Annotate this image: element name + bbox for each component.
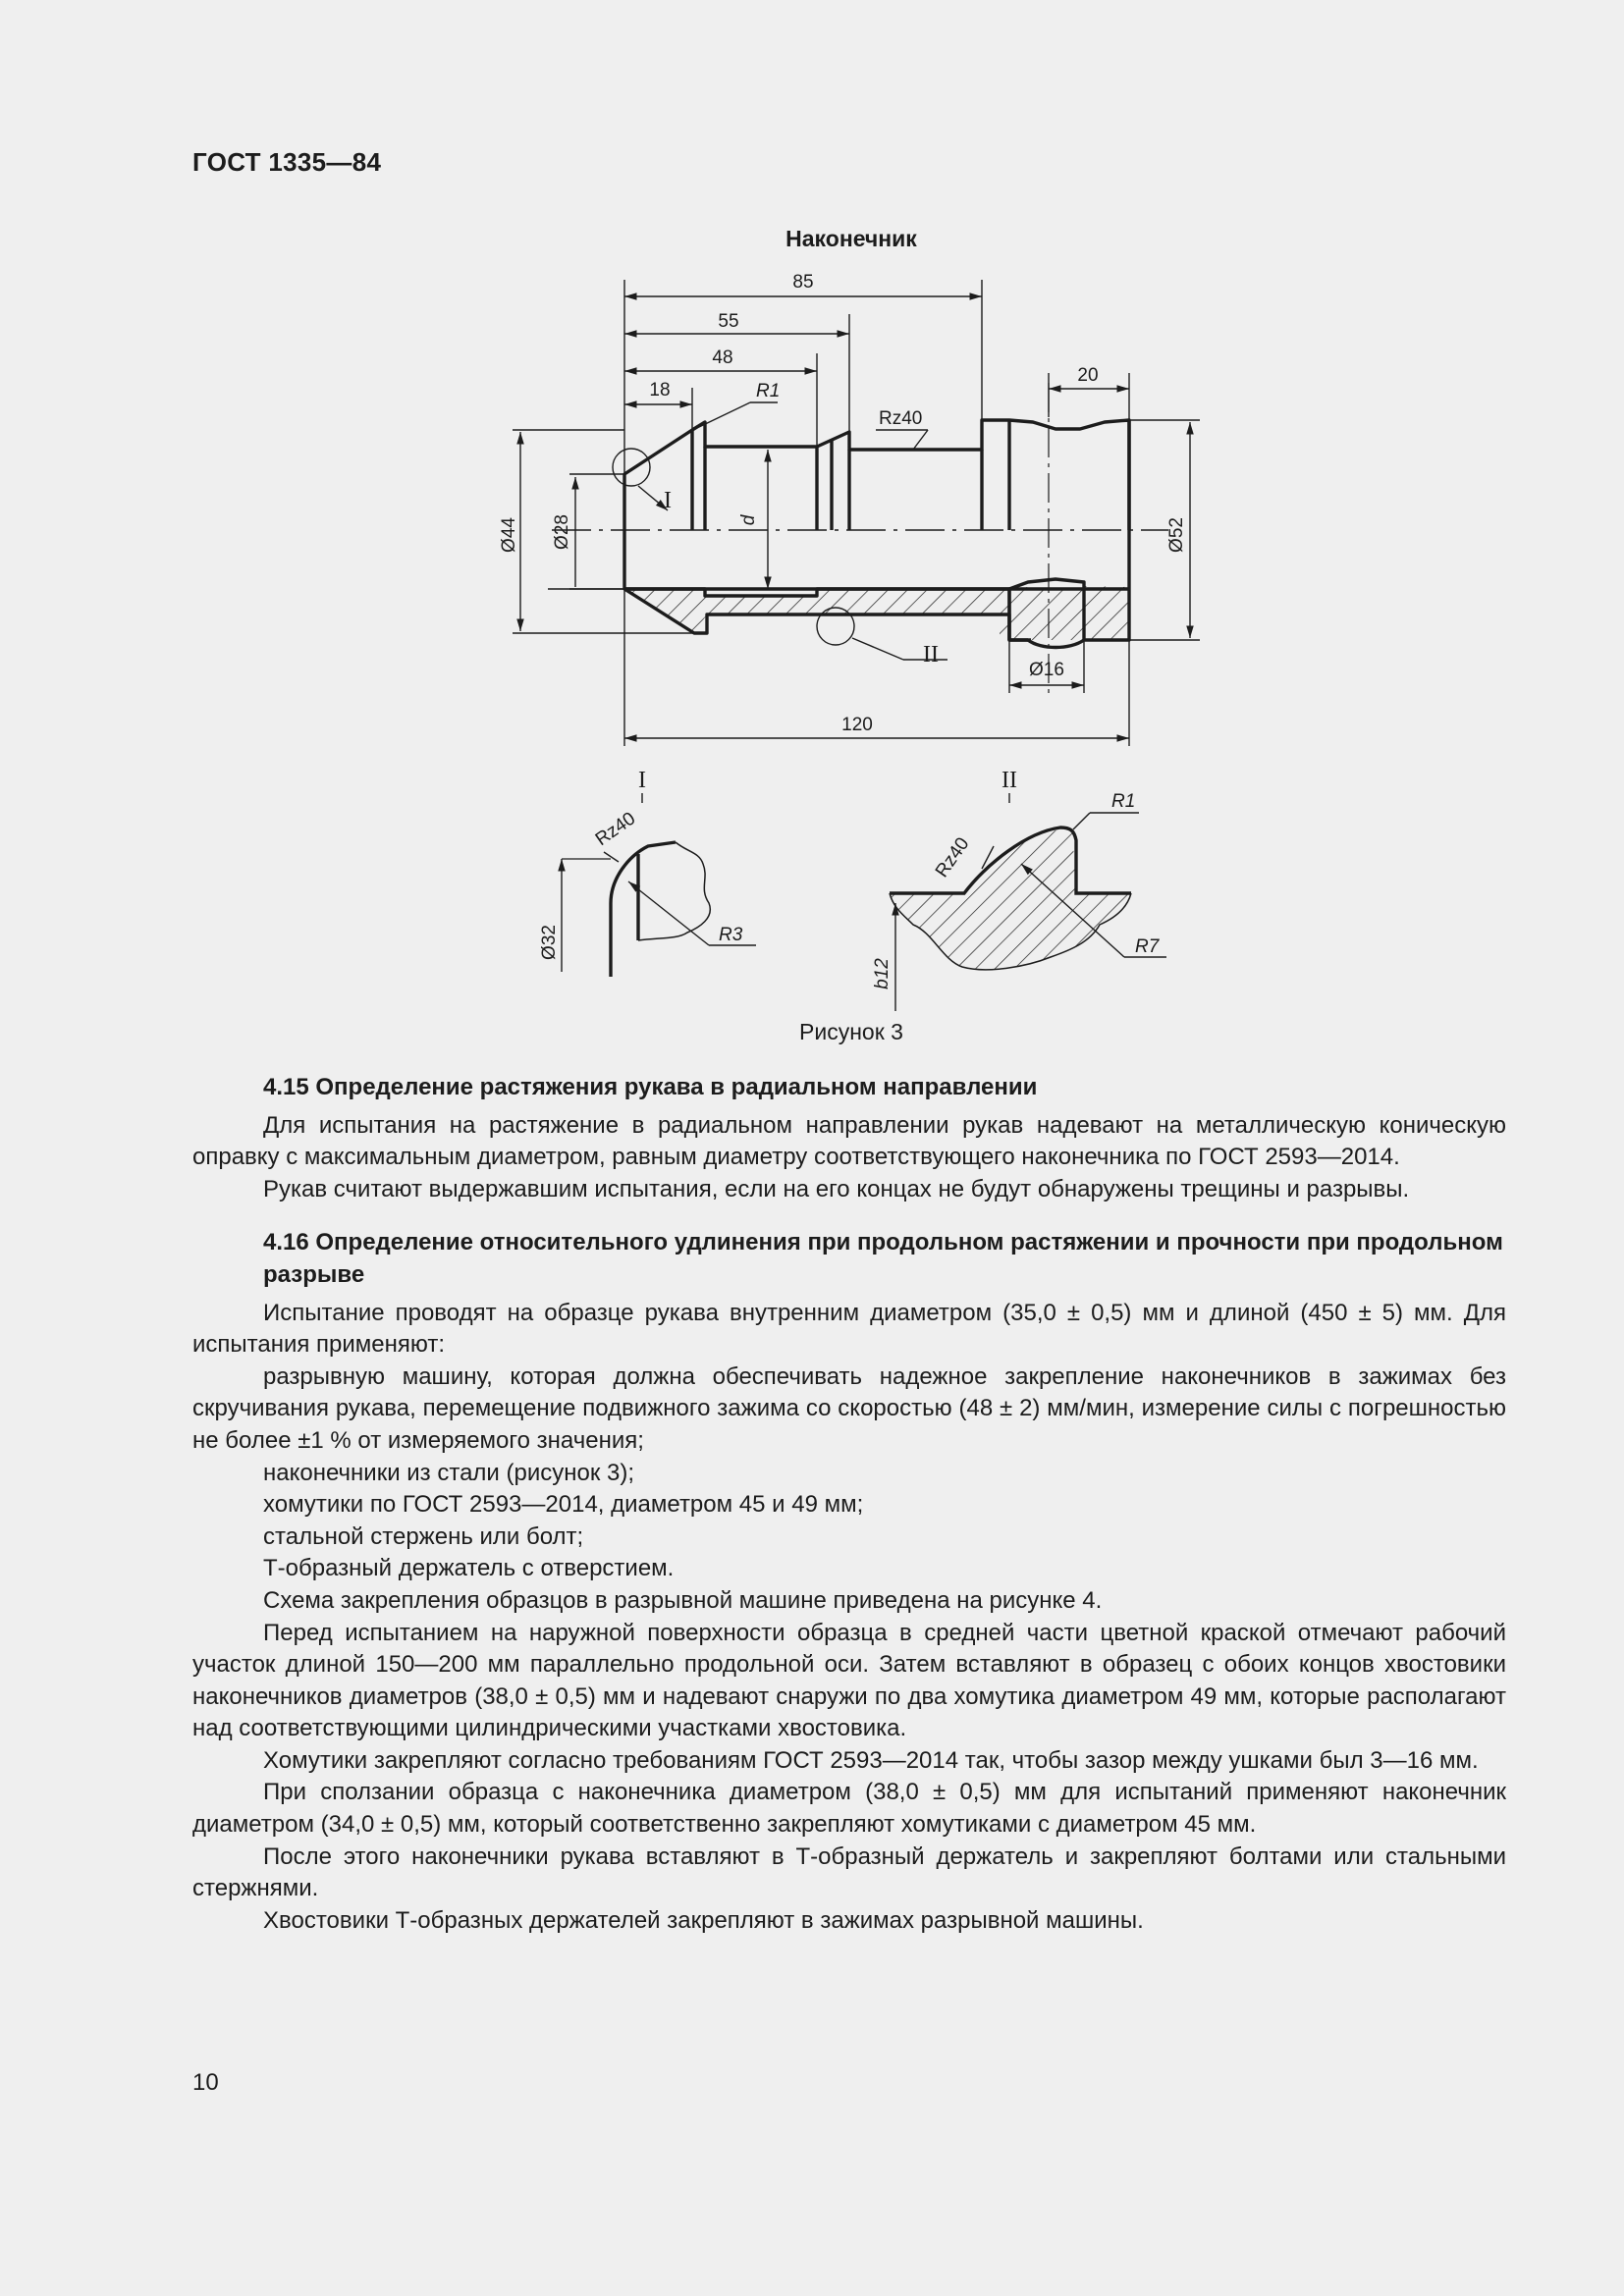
dim-120: 120 bbox=[841, 715, 873, 735]
detail-1-rz40: Rz40 bbox=[591, 808, 640, 851]
section-heading-4-16: 4.16 Определение относительного удлинения при продольном растяжении и прочности при продольном разрыве bbox=[263, 1229, 1503, 1288]
paragraph: Для испытания на растяжение в радиальном направлении рукав надевают на металлическую коническую оправку с максимальным диаметром, равным диаметру соответствующего наконечника по ГОСТ 2593—2014. bbox=[192, 1111, 1506, 1171]
paragraph: Рукав считают выдержавшим испытания, если на его концах не будут обнаружены трещины и разрывы. bbox=[263, 1175, 1410, 1202]
view-label-2: II bbox=[923, 642, 939, 667]
dim-dia44: Ø44 bbox=[499, 517, 519, 553]
detail-2-rz40: Rz40 bbox=[931, 833, 974, 881]
section-heading-4-15: 4.15 Определение растяжения рукава в радиальном направлении bbox=[263, 1074, 1038, 1100]
dim-55: 55 bbox=[718, 311, 739, 332]
list-item: стальной стержень или болт; bbox=[263, 1522, 584, 1550]
dim-85: 85 bbox=[792, 272, 814, 293]
view-label-1: I bbox=[664, 488, 672, 513]
figure-caption: Рисунок 3 bbox=[799, 1019, 903, 1044]
document-header: ГОСТ 1335—84 bbox=[192, 147, 382, 177]
body-text bbox=[192, 1064, 1506, 1937]
dim-dia16: Ø16 bbox=[1029, 660, 1064, 680]
detail-2-b12: b12 bbox=[872, 958, 893, 989]
detail-2-r1: R1 bbox=[1111, 791, 1136, 812]
detail-1-label: I bbox=[638, 768, 646, 793]
paragraph: Хвостовики Т-образных держателей закрепляют в зажимах разрывной машины. bbox=[263, 1906, 1144, 1934]
paragraph: Хомутики закрепляют согласно требованиям ГОСТ 2593—2014 так, чтобы зазор между ушками был 3—16 мм. bbox=[263, 1746, 1479, 1774]
paragraph: Испытание проводят на образце рукава внутренним диаметром (35,0 ± 0,5) мм и длиной (450 ± 5) мм. Для испытания применяют: bbox=[192, 1299, 1506, 1359]
dim-dia28: Ø28 bbox=[552, 514, 572, 550]
dim-d: d bbox=[738, 514, 759, 526]
dim-48: 48 bbox=[712, 347, 733, 368]
list-item: хомутики по ГОСТ 2593—2014, диаметром 45 и 49 мм; bbox=[263, 1491, 864, 1519]
paragraph: После этого наконечники рукава вставляют в Т-образный держатель и закрепляют болтами или стальными стержнями. bbox=[192, 1842, 1506, 1902]
technical-drawing bbox=[0, 0, 1624, 1060]
paragraph: Перед испытанием на наружной поверхности образца в средней части цветной краской отмечают рабочий участок длиной 150—200 мм параллельно продольной оси. Затем вставляют в образец с обоих концов хвостовики наконечников диаметров (38,0 ± 0,5) мм и надевают снаружи по два хомутика диаметром 49 мм, которые располагают над соответствующими цилиндрическими участками хвостовика. bbox=[192, 1619, 1506, 1742]
detail-1-dia32: Ø32 bbox=[539, 925, 560, 960]
paragraph: Схема закрепления образцов в разрывной машине приведена на рисунке 4. bbox=[263, 1586, 1103, 1614]
list-item: Т-образный держатель с отверстием. bbox=[263, 1555, 675, 1582]
dim-dia52: Ø52 bbox=[1166, 517, 1187, 553]
figure-title: Наконечник bbox=[785, 226, 917, 251]
list-item: разрывную машину, которая должна обеспечивать надежное закрепление наконечников в зажимах без скручивания рукава, перемещение подвижного зажима со скоростью (48 ± 2) мм/мин, измерение силы с погрешностью не более ±1 % от измеряемого значения; bbox=[192, 1362, 1506, 1454]
dim-18: 18 bbox=[649, 380, 671, 400]
detail-1-r3: R3 bbox=[719, 925, 743, 945]
detail-1 bbox=[562, 842, 756, 977]
dim-rz40: Rz40 bbox=[879, 408, 923, 429]
detail-2-label: II bbox=[1001, 768, 1017, 793]
paragraph: При сползании образца с наконечника диаметром (38,0 ± 0,5) мм для испытаний применяют наконечник диаметром (34,0 ± 0,5) мм, который соответственно закрепляют хомутиками с диаметром 45 мм. bbox=[192, 1779, 1506, 1839]
dim-r1: R1 bbox=[756, 381, 781, 401]
dim-20: 20 bbox=[1077, 365, 1099, 386]
detail-2-r7: R7 bbox=[1135, 936, 1160, 957]
list-item: наконечники из стали (рисунок 3); bbox=[263, 1459, 635, 1486]
page-number: 10 bbox=[192, 2069, 219, 2096]
